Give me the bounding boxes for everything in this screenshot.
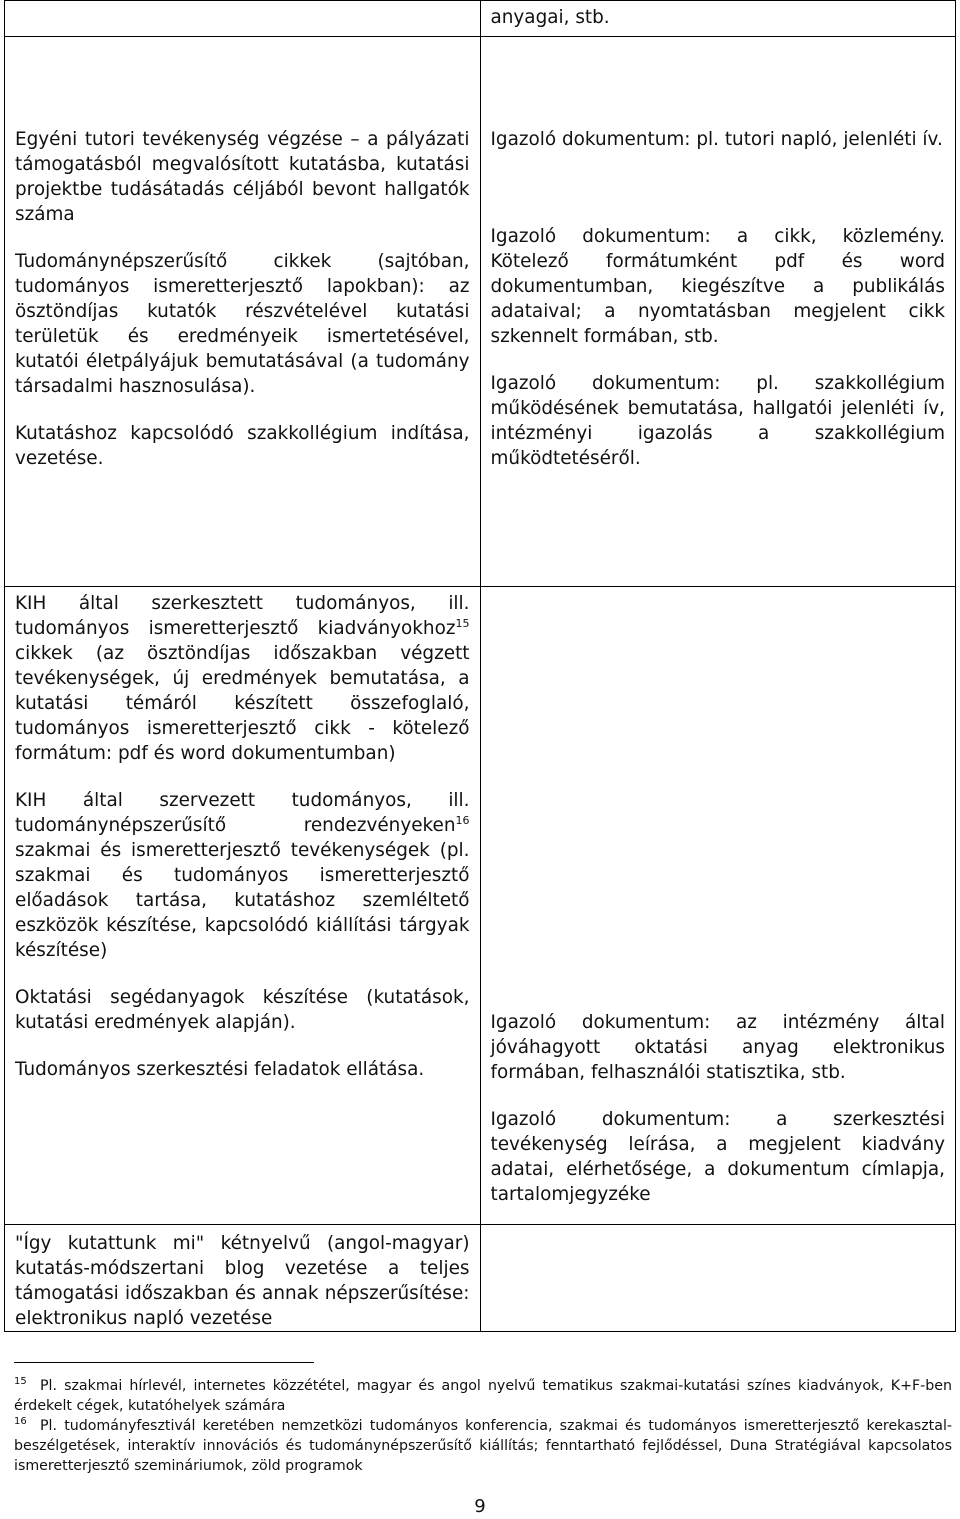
evidence-college: Igazoló dokumentum: pl. szakkollégium működésének bemutatása, hallgatói jelenléti ív, intézményi igazolás a szakkollégium működtetéséről. (490, 373, 945, 469)
evidence-articles: Igazoló dokumentum: a cikk, közlemény. Kötelező formátumként pdf és word dokumentumban, kiegészítve a publikálás adataival; a nyomtatásban megjelent cikk szkennelt formában, stb. (490, 226, 945, 347)
table-row (5, 1225, 956, 1332)
cell-text: anyagai, stb. (490, 7, 610, 28)
footnote-separator (14, 1362, 314, 1363)
page-number: 9 (474, 1496, 486, 1517)
table-cell-empty (480, 1225, 956, 1332)
table-cell-empty (5, 1, 481, 37)
activity-tutoring: Egyéni tutori tevékenység végzése – a pályázati támogatásból megvalósított kutatásba, kutatási projektbe tudásátadás céljából bevont hallgatók száma (15, 129, 470, 225)
publications-text-cont: cikkek (az ösztöndíjas időszakban végzett tevékenységek, új eredmények bemutatása, a kutatási témáról készített összefoglaló, tudományos ismeretterjesztő cikk - kötelező formátum: pdf és word dokumentumban) (15, 643, 470, 764)
requirements-table (4, 0, 956, 1332)
activity-popular-articles: Tudománynépszerűsítő cikkek (sajtóban, tudományos ismeretterjesztő lapokban): az ösztöndíjas kutatók részvételével kutatási területük és eredményeik ismertetésével, kutatói életpályájuk bemutatásával (a tudomány társadalmi hasznosulása). (15, 251, 470, 397)
footnote-ref: 15 (455, 616, 470, 630)
footnotes (14, 1376, 952, 1476)
table-row (5, 1, 956, 37)
footnote-16: $^{16}$ Pl. tudományfesztivál keretében nemzetközi tudományos konferencia, szakmai és tudományos ismeretterjesztő kerekasztal-beszélgetések, interaktív innovációs és tudománynépszerűsítő kiállítás; fenntartható fejlődéssel, Duna Stratégiával kapcsolatos ismeretterjesztő szemináriumok, zöld programok (14, 1416, 952, 1474)
table-cell (480, 587, 956, 1225)
publications-text: KIH által szerkesztett tudományos, ill. tudományos ismeretterjesztő kiadványokhoz (15, 593, 470, 639)
activity-teaching-materials: Oktatási segédanyagok készítése (kutatások, kutatási eredmények alapján). (15, 987, 470, 1033)
table-cell (480, 37, 956, 587)
footnote-ref: 16 (455, 813, 470, 827)
footnote-15: $^{15}$ Pl. szakmai hírlevél, internetes közzététel, magyar és angol nyelvű tematikus szakmai-kutatási színes kiadványok, K+F-ben érdekelt cégek, kutatóhelyek számára (14, 1376, 952, 1414)
table-row (5, 37, 956, 587)
table-cell (480, 1, 956, 37)
evidence-tutoring: Igazoló dokumentum: pl. tutori napló, jelenléti ív. (490, 129, 943, 150)
table-cell (5, 37, 481, 587)
footnote-text: Pl. szakmai hírlevél, internetes közzététel, magyar és angol nyelvű tematikus szakmai-kutatási színes kiadványok, K+F-ben érdekelt cégek, kutatóhelyek számára (14, 1378, 952, 1414)
evidence-teaching-materials: Igazoló dokumentum: az intézmény által jóváhagyott oktatási anyag elektronikus formában, felhasználói statisztika, stb. (490, 1012, 945, 1083)
evidence-editing: Igazoló dokumentum: a szerkesztési tevékenység leírása, a megjelent kiadvány adatai, elérhetősége, a dokumentum címlapja, tartalomjegyzéke (490, 1109, 945, 1205)
activity-editing: Tudományos szerkesztési feladatok ellátása. (15, 1059, 425, 1080)
footnote-text: Pl. tudományfesztivál keretében nemzetközi tudományos konferencia, szakmai és tudományos ismeretterjesztő kerekasztal-beszélgetések, interaktív innovációs és tudománynépszerűsítő kiállítás; fenntartható fejlődéssel, Duna Stratégiával kapcsolatos ismeretterjesztő szemináriumok, zöld programok (14, 1418, 952, 1474)
events-text: KIH által szervezett tudományos, ill. tudománynépszerűsítő rendezvényeken (15, 790, 470, 836)
activity-blog: "Így kutattunk mi" kétnyelvű (angol-magyar) kutatás-módszertani blog vezetése a teljes támogatási időszakban és annak népszerűsítése: elektronikus napló vezetése (15, 1233, 470, 1329)
activity-college: Kutatáshoz kapcsolódó szakkollégium indítása, vezetése. (15, 423, 470, 469)
table-cell (5, 587, 481, 1225)
activity-events (15, 788, 470, 963)
table-row (5, 587, 956, 1225)
events-text-cont: szakmai és ismeretterjesztő tevékenységek (pl. szakmai és tudományos ismeretterjesztő előadások tartása, kutatáshoz szemléltető eszközök készítése, kapcsolódó kiállítási tárgyak készítése) (15, 840, 470, 961)
activity-publications (15, 591, 470, 766)
table-cell (5, 1225, 481, 1332)
